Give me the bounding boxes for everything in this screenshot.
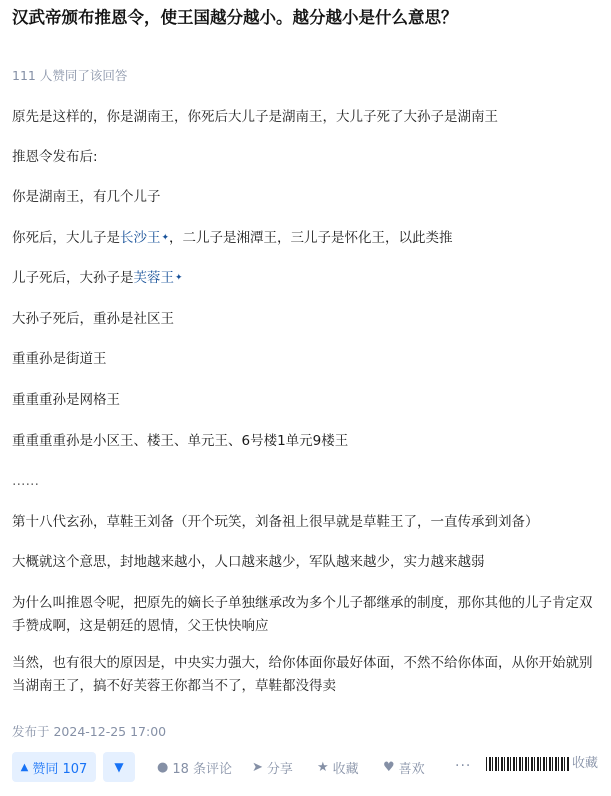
like-button[interactable] — [383, 752, 425, 782]
more-icon[interactable]: ··· — [455, 758, 472, 774]
answer-ellipsis: …… — [12, 473, 39, 489]
answer-paragraph-12: 大概就这个意思，封地越来越小，人口越来越少，军队越来越少，实力越来越弱 — [12, 554, 485, 570]
favorite-label: 收藏 — [332, 761, 359, 777]
answer-paragraph-5 — [12, 268, 604, 288]
keyword-spark-icon[interactable]: ✦ — [161, 233, 170, 243]
share-button[interactable] — [252, 752, 293, 782]
answer-paragraph-9: 重重重重孙是小区王、楼王、单元王、6号楼1单元9楼王 — [12, 433, 349, 449]
answer-paragraph-4 — [12, 228, 604, 248]
comments-button[interactable] — [157, 752, 232, 782]
upvote-label: 赞同 107 — [32, 761, 88, 777]
favorite-button[interactable] — [317, 752, 359, 782]
downvote-button[interactable] — [103, 752, 135, 782]
publish-time[interactable]: 发布于 2024-12-25 17:00 — [12, 724, 167, 739]
upvote-icon: ▲ — [20, 761, 29, 773]
comment-icon: ● — [157, 759, 169, 775]
keyword-link-changsha[interactable]: 长沙王 — [120, 230, 161, 246]
paragraph-text: ，二儿子是湘潭王，三儿子是怀化王，以此类推 — [169, 230, 453, 246]
answer-paragraph-3: 你是湖南王，有几个儿子 — [12, 189, 161, 205]
heart-icon: ♥ — [383, 759, 395, 775]
star-icon: ★ — [317, 759, 329, 775]
share-icon: ➤ — [252, 759, 263, 775]
answer-paragraph-14: 当然，也有很大的原因是，中央实力强大，给你体面你最好体面，不然不给你体面，从你开始就别当湖南王了，搞不好芙蓉王你都当不了，草鞋都没得卖 — [12, 655, 593, 694]
answer-paragraph-11: 第十八代玄孙，草鞋王刘备（开个玩笑，刘备祖上很早就是草鞋王了，一直传承到刘备） — [12, 514, 539, 530]
downvote-icon: ▼ — [114, 760, 124, 774]
upvote-button[interactable] — [12, 752, 96, 782]
action-bar — [0, 750, 611, 784]
comments-label: 18 条评论 — [172, 761, 233, 777]
answer-paragraph-13: 为什么叫推恩令呢，把原先的嫡长子单独继承改为多个儿子都继承的制度，那你其他的儿子肯定双手赞成啊，这是朝廷的恩情，父王快快响应 — [12, 595, 593, 634]
keyword-link-furong[interactable]: 芙蓉王 — [133, 270, 174, 286]
answer-paragraph-6: 大孙子死后，重孙是社区王 — [12, 311, 174, 327]
keyword-spark-icon[interactable]: ✦ — [175, 273, 183, 283]
answer-paragraph-8: 重重重孙是网格王 — [12, 392, 120, 408]
collapse-label[interactable]: 收藏 — [572, 756, 599, 771]
like-label: 喜欢 — [398, 761, 425, 777]
paragraph-text: 你死后，大儿子是 — [12, 230, 120, 246]
answer-paragraph-2: 推恩令发布后: — [12, 149, 98, 165]
paragraph-text: 儿子死后，大孙子是 — [12, 270, 134, 286]
answer-paragraph-1: 原先是这样的，你是湖南王，你死后大儿子是湖南王，大儿子死了大孙子是湖南王 — [12, 109, 498, 125]
question-title[interactable]: 汉武帝颁布推恩令，使王国越分越小。越分越小是什么意思？ — [12, 8, 458, 27]
watermark-stamp — [486, 750, 601, 784]
share-label: 分享 — [266, 761, 293, 777]
answer-paragraph-7: 重重孙是街道王 — [12, 351, 107, 367]
vote-summary[interactable]: 111 人赞同了该回答 — [12, 68, 128, 83]
watermark-barcode — [486, 757, 570, 771]
